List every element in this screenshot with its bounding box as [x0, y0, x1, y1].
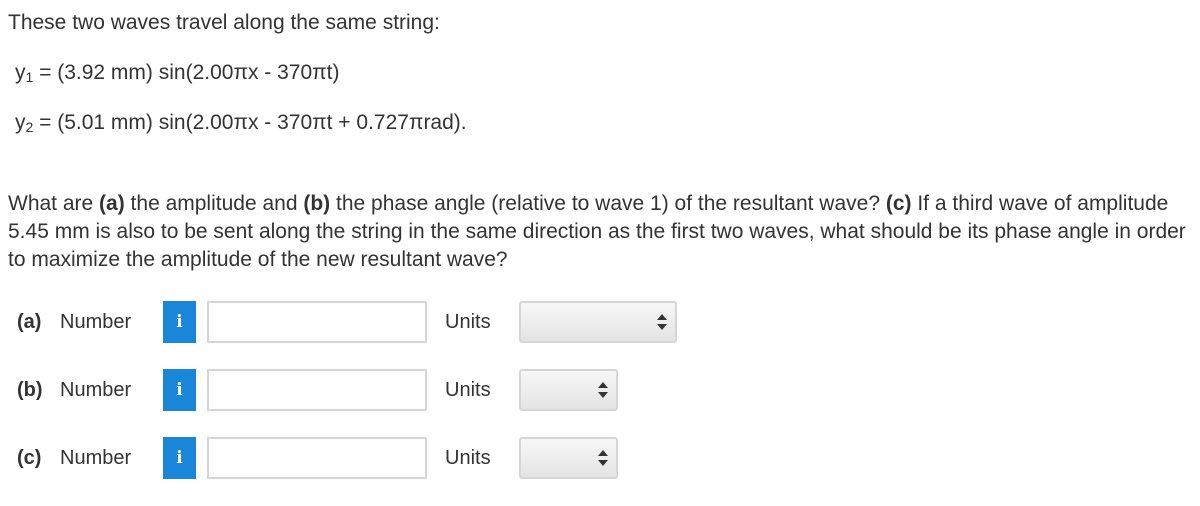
up-down-arrows-icon — [598, 450, 608, 466]
answer-row-b — [17, 369, 717, 411]
eq1-sub: 1 — [25, 69, 34, 85]
eq2-sub: 2 — [25, 119, 34, 135]
units-select-c[interactable] — [519, 437, 618, 479]
info-icon[interactable]: i — [163, 369, 196, 411]
number-label-a: Number — [60, 311, 132, 333]
units-select-b[interactable] — [519, 369, 618, 411]
number-input-c[interactable] — [207, 437, 427, 479]
eq2-var: y — [15, 111, 26, 134]
equation-wave-1 — [15, 60, 339, 90]
up-down-arrows-icon — [598, 382, 608, 398]
up-down-arrows-icon — [657, 314, 667, 330]
info-icon[interactable]: i — [163, 301, 196, 343]
units-select-a[interactable] — [519, 301, 677, 343]
question-a-label: (a) — [99, 192, 125, 215]
part-label-b: (b) — [17, 379, 43, 401]
units-label-b: Units — [445, 379, 491, 401]
question-part-4: If a third wave of amplitude 5.45 mm is also to be sent along the string in the same direction as the first two waves, what should be its phase angle in order to maximize the amplitude of the new resultant wave? — [8, 192, 1186, 271]
intro-text: These two waves travel along the same string: — [8, 11, 440, 34]
number-label-c: Number — [60, 447, 132, 469]
question-text — [8, 190, 1193, 274]
question-part-2: the amplitude and — [124, 192, 304, 215]
part-label-c: (c) — [17, 447, 42, 469]
answer-row-a — [17, 301, 717, 343]
answer-row-c — [17, 437, 717, 479]
equation-wave-2 — [15, 110, 467, 140]
units-label-c: Units — [445, 447, 491, 469]
eq1-var: y — [15, 61, 26, 84]
units-label-a: Units — [445, 311, 491, 333]
part-label-a: (a) — [17, 311, 42, 333]
number-label-b: Number — [60, 379, 132, 401]
question-c-label: (c) — [885, 192, 912, 215]
eq2-rhs: = (5.01 mm) sin(2.00πx - 370πt + 0.727πrad). — [33, 111, 467, 134]
eq1-rhs: = (3.92 mm) sin(2.00πx - 370πt) — [33, 61, 340, 84]
question-part-1: What are — [8, 192, 100, 215]
number-input-a[interactable] — [207, 301, 427, 343]
number-input-b[interactable] — [207, 369, 427, 411]
question-b-label: (b) — [303, 192, 331, 215]
info-icon[interactable]: i — [163, 437, 196, 479]
question-part-3: the phase angle (relative to wave 1) of the resultant wave? — [330, 192, 886, 215]
